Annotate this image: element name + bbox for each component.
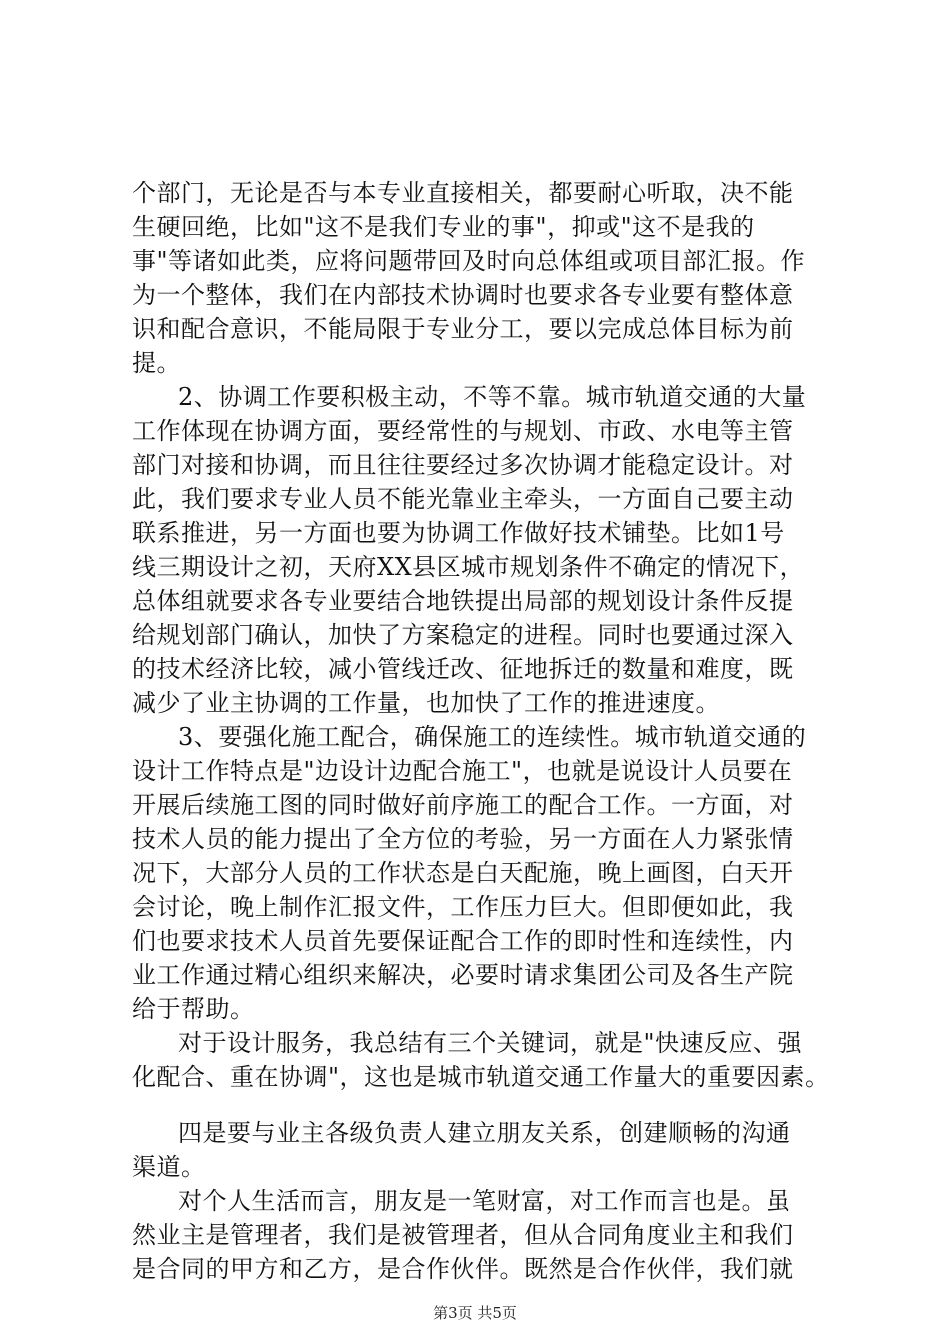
paragraph-start-line: 对于设计服务，我总结有三个关键词，就是"快速反应、强 (178, 1029, 803, 1057)
text-line: 此，我们要求专业人员不能光靠业主牵头，一方面自己要主动 (132, 485, 794, 513)
text-line: 开展后续施工图的同时做好前序施工的配合工作。一方面，对 (132, 791, 794, 819)
text-line: 给于帮助。 (132, 995, 255, 1023)
text-line: 减少了业主协调的工作量，也加快了工作的推进速度。 (132, 689, 720, 717)
paragraph-start-line: 2、协调工作要积极主动，不等不靠。城市轨道交通的大量 (178, 383, 807, 411)
text-line: 识和配合意识，不能局限于专业分工，要以完成总体目标为前 (132, 315, 794, 343)
paragraph-start-line: 四是要与业主各级负责人建立朋友关系，创建顺畅的沟通 (178, 1119, 791, 1147)
text-line: 事"等诸如此类，应将问题带回及时向总体组或项目部汇报。作 (132, 247, 806, 275)
text-line: 生硬回绝，比如"这不是我们专业的事"，抑或"这不是我的 (132, 213, 755, 241)
paragraph-start-line: 对个人生活而言，朋友是一笔财富，对工作而言也是。虽 (178, 1187, 791, 1215)
text-line: 总体组就要求各专业要结合地铁提出局部的规划设计条件反提 (132, 587, 794, 615)
text-line: 个部门，无论是否与本专业直接相关，都要耐心听取，决不能 (132, 179, 794, 207)
text-line: 会讨论，晚上制作汇报文件，工作压力巨大。但即便如此，我 (132, 893, 794, 921)
paragraph-start-line: 3、要强化施工配合，确保施工的连续性。城市轨道交通的 (178, 723, 807, 751)
text-line: 们也要求技术人员首先要保证配合工作的即时性和连续性，内 (132, 927, 794, 955)
text-line: 渠道。 (132, 1153, 206, 1181)
text-line: 是合同的甲方和乙方，是合作伙伴。既然是合作伙伴，我们就 (132, 1255, 794, 1283)
page-number: 第3页 共5页 (433, 1304, 517, 1322)
text-line: 况下，大部分人员的工作状态是白天配施，晚上画图，白天开 (132, 859, 794, 887)
text-line: 提。 (132, 349, 181, 377)
text-line: 化配合、重在协调"，这也是城市轨道交通工作量大的重要因素。 (132, 1063, 830, 1091)
text-line: 然业主是管理者，我们是被管理者，但从合同角度业主和我们 (132, 1221, 794, 1249)
text-line: 线三期设计之初，天府XX县区城市规划条件不确定的情况下， (132, 553, 805, 581)
text-line: 技术人员的能力提出了全方位的考验，另一方面在人力紧张情 (132, 825, 794, 853)
text-line: 业工作通过精心组织来解决，必要时请求集团公司及各生产院 (132, 961, 794, 989)
text-line: 设计工作特点是"边设计边配合施工"，也就是说设计人员要在 (132, 757, 793, 785)
text-line: 工作体现在协调方面，要经常性的与规划、市政、水电等主管 (132, 417, 794, 445)
text-line: 的技术经济比较，减小管线迁改、征地拆迁的数量和难度，既 (132, 655, 794, 683)
text-line: 给规划部门确认，加快了方案稳定的进程。同时也要通过深入 (132, 621, 794, 649)
text-line: 联系推进，另一方面也要为协调工作做好技术铺垫。比如1号 (132, 519, 785, 547)
text-line: 为一个整体，我们在内部技术协调时也要求各专业要有整体意 (132, 281, 794, 309)
text-line: 部门对接和协调，而且往往要经过多次协调才能稳定设计。对 (132, 451, 794, 479)
